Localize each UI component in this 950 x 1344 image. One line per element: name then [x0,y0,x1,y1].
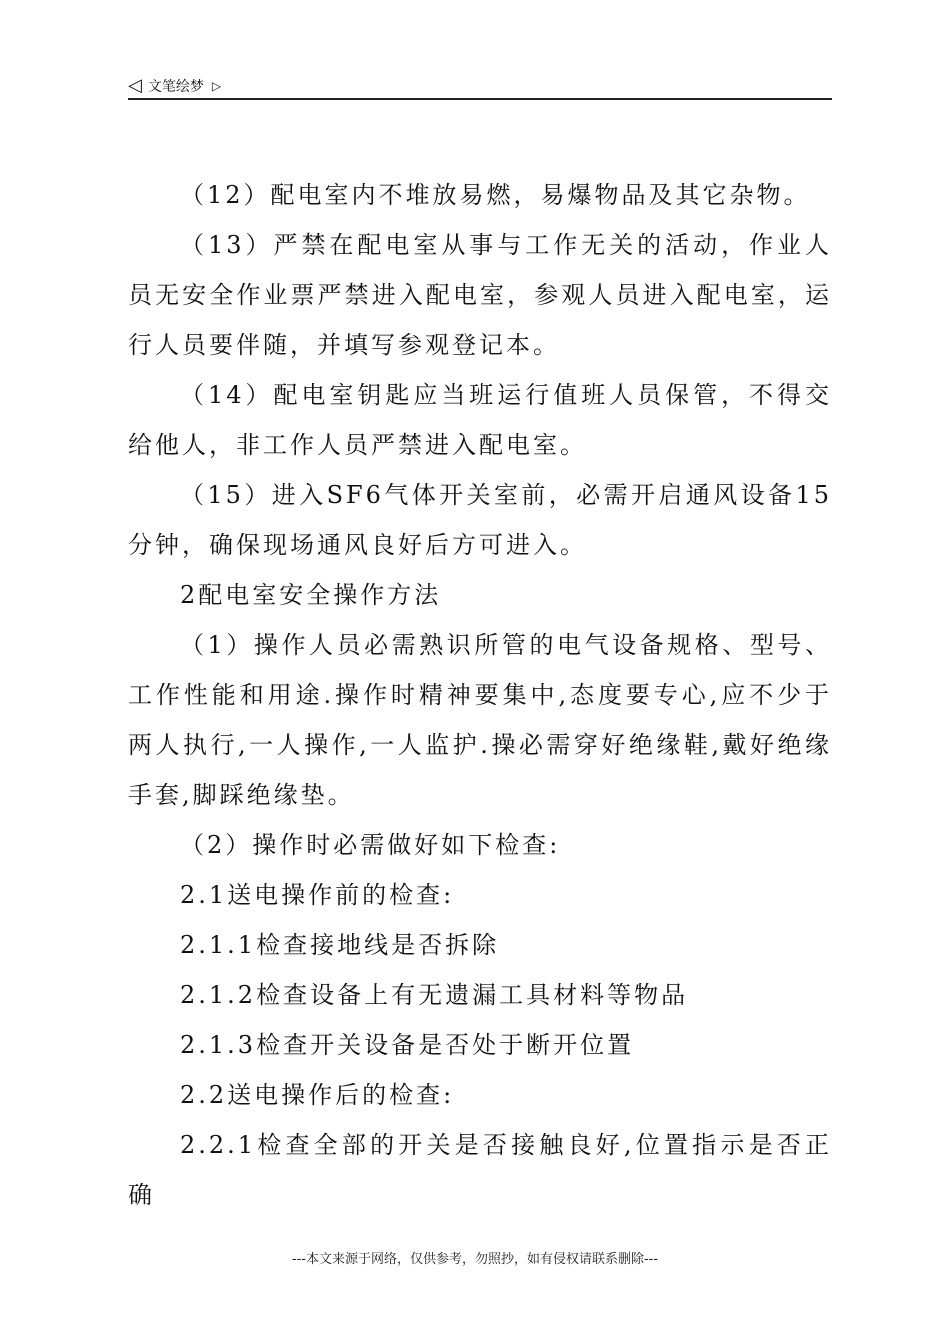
page-footer: ---本文来源于网络，仅供参考，勿照抄，如有侵权请联系删除--- [291,1252,659,1267]
paragraph-op-1: （1）操作人员必需熟识所管的电气设备规格、型号、工作性能和用途.操作时精神要集中,态度要专心,应不少于两人执行,一人操作,一人监护.操必需穿好绝缘鞋,戴好绝缘手套,脚踩绝缘垫。 [128,631,832,809]
paragraph-12: （12）配电室内不堆放易燃，易爆物品及其它杂物。 [180,181,811,209]
paragraph-14: （14）配电室钥匙应当班运行值班人员保管，不得交给他人，非工作人员严禁进入配电室。 [128,381,832,459]
section-heading: 2配电室安全操作方法 [180,581,442,609]
document-body [128,170,832,1220]
item-2-1: 2.1送电操作前的检查: [180,881,455,909]
right-triangle-icon: ▷ [211,79,222,93]
item-2-2: 2.2送电操作后的检查: [180,1081,455,1109]
paragraph-13: （13）严禁在配电室从事与工作无关的活动，作业人员无安全作业票严禁进入配电室，参观人员进入配电室，运行人员要伴随，并填写参观登记本。 [128,231,832,359]
paragraph-15: （15）进入SF6气体开关室前，必需开启通风设备15分钟，确保现场通风良好后方可进入。 [128,481,832,559]
page-header [128,74,832,100]
header-title: 文笔绘梦 [147,79,204,95]
paragraph-op-2: （2）操作时必需做好如下检查: [180,831,561,859]
item-2-1-1: 2.1.1检查接地线是否拆除 [180,931,500,959]
item-2-1-2: 2.1.2检查设备上有无遗漏工具材料等物品 [180,981,689,1009]
item-2-2-1: 2.2.1检查全部的开关是否接触良好,位置指示是否正确 [128,1131,832,1209]
item-2-1-3: 2.1.3检查开关设备是否处于断开位置 [180,1031,635,1059]
left-triangle-icon: ◁ [128,75,142,96]
